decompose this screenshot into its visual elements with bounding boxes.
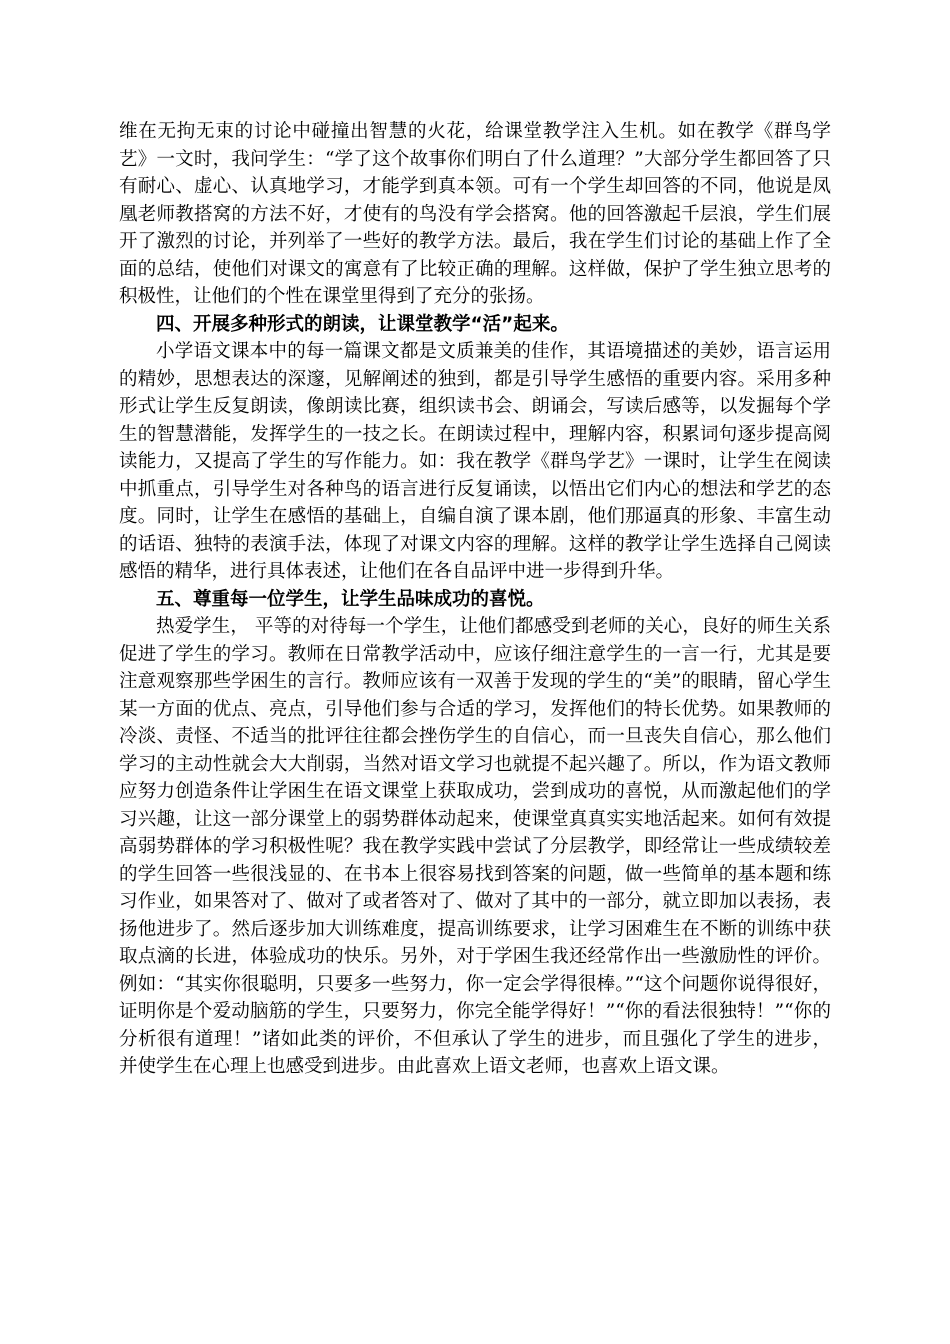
document-page: [119, 118, 831, 1081]
section-heading-4: 四、开展多种形式的朗读，让课堂教学“活”起来。: [156, 313, 569, 335]
paragraph-reading: 小学语文课本中的每一篇课文都是文质兼美的佳作，其语境描述的美妙，语言运用的精妙，思想表达的深邃，见解阐述的独到，都是引导学生感悟的重要内容。采用多种形式让学生反复朗读，像朗读比赛，组织读书会、朗诵会，写读后感等，以发掘每个学生的智慧潜能，发挥学生的一技之长。在朗读过程中，理解内容，积累词句逐步提高阅读能力，又提高了学生的写作能力。如：我在教学《群鸟学艺》一课时，让学生在阅读中抓重点，引导学生对各种鸟的语言进行反复诵读，以悟出它们内心的想法和学艺的态度。同时，让学生在感悟的基础上，自编自演了课本剧，他们那逼真的形象、丰富生动的话语、独特的表演手法，体现了对课文内容的理解。这样的教学让学生选择自己阅读感悟的精华，进行具体表述，让他们在各自品评中进一步得到升华。: [119, 341, 831, 582]
section-heading-5: 五、尊重每一位学生，让学生品味成功的喜悦。: [156, 588, 545, 610]
paragraph-continued: 维在无拘无束的讨论中碰撞出智慧的火花，给课堂教学注入生机。如在教学《群鸟学艺》一文时，我问学生：“学了这个故事你们明白了什么道理？”大部分学生都回答了只有耐心、虚心、认真地学习，才能学到真本领。可有一个学生却回答的不同，他说是凤凰老师教搭窝的方法不好，才使有的鸟没有学会搭窝。他的回答激起千层浪，学生们展开了激烈的讨论，并列举了一些好的教学方法。最后，我在学生们讨论的基础上作了全面的总结，使他们对课文的寓意有了比较正确的理解。这样做，保护了学生独立思考的积极性，让他们的个性在课堂里得到了充分的张扬。: [119, 121, 831, 307]
paragraph-respect: 热爱学生， 平等的对待每一个学生，让他们都感受到老师的关心，良好的师生关系促进了学生的学习。教师在日常教学活动中，应该仔细注意学生的一言一行，尤其是要注意观察那些学困生的言行。教师应该有一双善于发现的学生的“美”的眼睛，留心学生某一方面的优点、亮点，引导他们参与合适的学习，发挥他们的特长优势。如果教师的冷淡、责怪、不适当的批评往往都会挫伤学生的自信心，而一旦丧失自信心，那么他们学习的主动性就会大大削弱，当然对语文学习也就提不起兴趣了。所以，作为语文教师应努力创造条件让学困生在语文课堂上获取成功，尝到成功的喜悦，从而激起他们的学习兴趣，让这一部分课堂上的弱势群体动起来，使课堂真真实实地活起来。如何有效提高弱势群体的学习积极性呢？我在教学实践中尝试了分层教学，即经常让一些成绩较差的学生回答一些很浅显的、在书本上很容易找到答案的问题，做一些简单的基本题和练习作业，如果答对了、做对了或者答对了、做对了其中的一部分，就立即加以表扬，表扬他进步了。然后逐步加大训练难度，提高训练要求，让学习困难生在不断的训练中获取点滴的长进，体验成功的快乐。另外，对于学困生我还经常作出一些激励性的评价。例如：“其实你很聪明，只要多一些努力，你一定会学得很棒。”“这个问题你说得很好，证明你是个爱动脑筋的学生，只要努力，你完全能学得好！”“你的看法很独特！”“你的分析很有道理！”诸如此类的评价，不但承认了学生的进步，而且强化了学生的进步，并使学生在心理上也感受到进步。由此喜欢上语文老师，也喜欢上语文课。: [119, 616, 831, 1077]
